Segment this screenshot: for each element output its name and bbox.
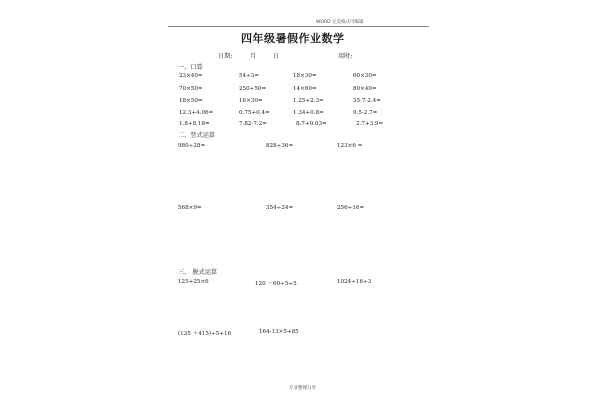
oral-question: 80×40= <box>353 86 377 92</box>
oral-question: 35.7-2.4= <box>353 98 381 104</box>
oral-question: 1.25+2.3= <box>293 98 324 104</box>
oral-question: 60×30= <box>353 73 377 79</box>
header-text: WORD 完美格式可编辑 <box>316 20 364 25</box>
vertical-question: 568×9= <box>178 205 202 211</box>
section-heading-vertical: 二、竖式运算 <box>178 132 216 139</box>
section-heading-steps: 三、 脱式运算 <box>178 269 218 276</box>
oral-question: 14×60= <box>293 86 317 92</box>
vertical-question: 980÷28= <box>178 143 206 149</box>
date-label: 日期: <box>218 53 233 60</box>
section-heading-oral: 一、口算 <box>178 64 203 71</box>
oral-question: 8.7+0.03= <box>296 121 327 127</box>
oral-question: 16×30= <box>239 98 263 104</box>
oral-question: 54÷3= <box>239 73 260 79</box>
steps-question: (135 ＋415)÷5+16 <box>178 331 232 337</box>
oral-question: 18×50= <box>179 98 203 104</box>
day-label: 日 <box>273 53 280 60</box>
oral-question: 250÷50= <box>239 86 267 92</box>
oral-question: 2.7+3.9= <box>356 121 384 127</box>
page-title: 四年级暑假作业数学 <box>241 32 345 45</box>
footer-text: 专业整理分享 <box>289 386 316 391</box>
oral-question: 0.75+0.4= <box>239 110 270 116</box>
vertical-question: 256÷16= <box>337 205 365 211</box>
oral-question: 70×50= <box>179 86 203 92</box>
oral-question: 23×40= <box>179 73 203 79</box>
oral-question: 1.8+8.18= <box>179 121 210 127</box>
oral-question: 18×30= <box>293 73 317 79</box>
steps-question: 164-13×5+85 <box>259 329 299 335</box>
vertical-question: 123×6 = <box>337 143 363 149</box>
steps-question: 125+25×6 <box>178 279 209 285</box>
oral-question: 9.5-2.7= <box>353 110 378 116</box>
oral-question: 12.3+4.06= <box>179 110 214 116</box>
oral-question: 7.82-7.2= <box>239 121 267 127</box>
vertical-question: 354÷24= <box>266 205 294 211</box>
vertical-question: 828÷36= <box>266 143 294 149</box>
time-label: 用时: <box>338 53 353 60</box>
steps-question: 120 －60÷5÷5 <box>255 281 297 287</box>
header-rule <box>168 26 429 27</box>
oral-question: 1.34+0.8= <box>293 110 324 116</box>
month-label: 月 <box>250 53 257 60</box>
steps-question: 1024÷16÷3 <box>337 279 372 285</box>
